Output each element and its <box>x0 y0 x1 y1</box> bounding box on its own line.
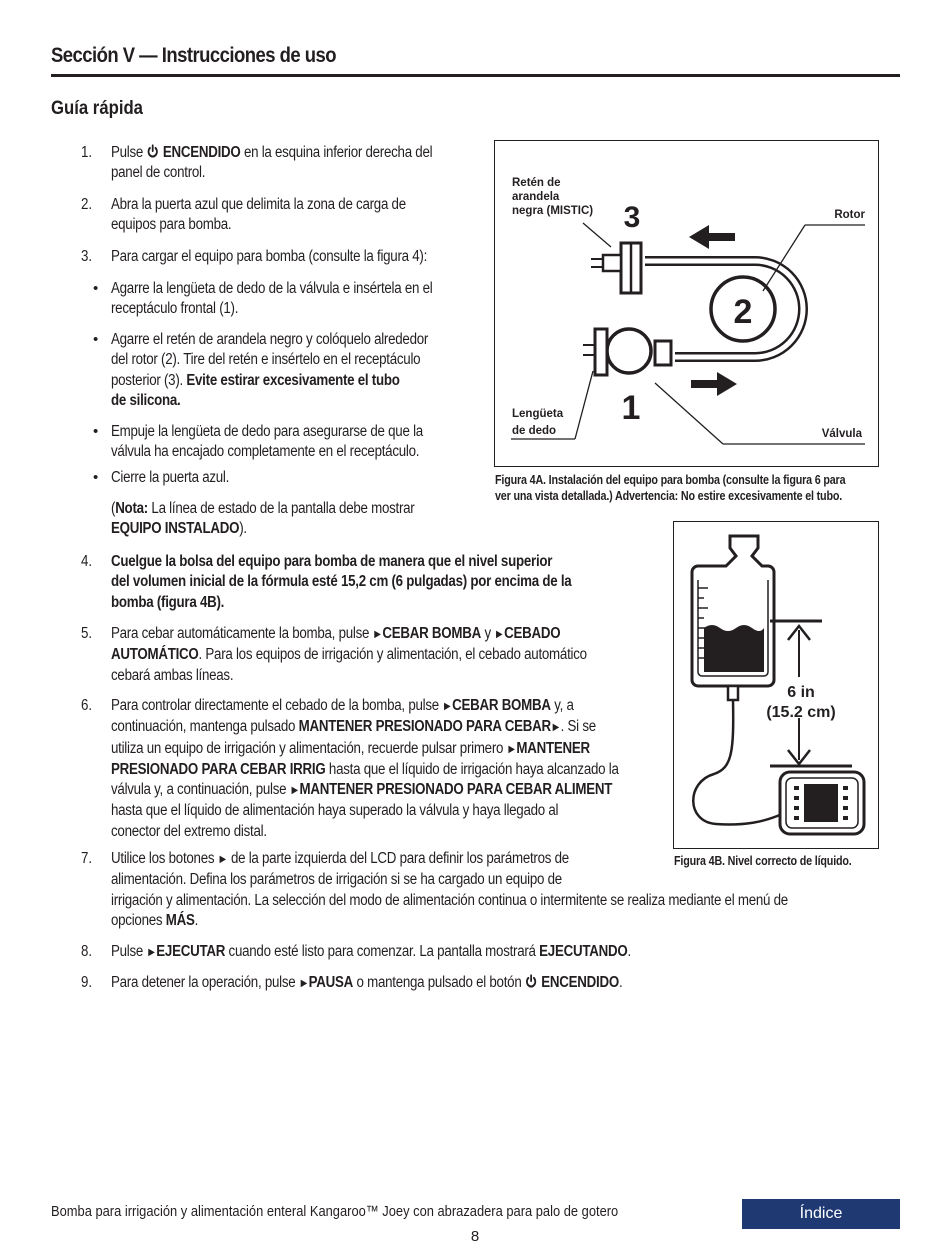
label-reten-3: negra (MISTIC) <box>512 205 594 217</box>
step-7-post: de la parte izquierda del LCD para definir los parámetros de <box>227 850 569 867</box>
step-6-post: y, a <box>550 697 574 714</box>
step-3-text <box>111 247 472 267</box>
step-8-pre: Pulse <box>111 943 147 960</box>
figure-4b <box>673 521 879 849</box>
step-7-number: 7. <box>81 850 93 867</box>
step-6-line6: hasta que el líquido de alimentación haya superado la válvula y haya llegado al <box>111 802 559 820</box>
step-5-cebado: CEBADO <box>504 625 561 642</box>
step-9-number: 9. <box>81 974 93 991</box>
arrow-right-icon: ▶ <box>374 629 381 640</box>
step-2-line2: equipos para bomba. <box>111 216 232 234</box>
step-4-text <box>111 552 661 613</box>
step-6-line3: utiliza un equipo de irrigación y alimentación, recuerde pulsar primero <box>111 739 507 757</box>
note-text <box>111 499 472 540</box>
note-label: Nota: <box>115 500 148 517</box>
step-5-automatico: AUTOMÁTICO <box>111 646 199 664</box>
bullet-3-text <box>111 422 472 463</box>
power-icon <box>147 144 160 159</box>
step-9-post: . <box>618 974 623 991</box>
step-6-pre: Para controlar directamente el cebado de la bomba, pulse <box>111 697 443 714</box>
label-reten-2: arandela <box>512 191 560 203</box>
step-5-mid: y <box>481 625 495 642</box>
step-1-bold: ENCENDIDO <box>162 144 241 161</box>
label-lengueta-2: de dedo <box>512 425 557 437</box>
figure-4a <box>494 140 879 467</box>
step-3-line1: Para cargar el equipo para bomba (consulte la figura 4): <box>111 248 428 265</box>
step-8-mid: cuando esté listo para comenzar. La pantalla mostrará <box>225 943 540 960</box>
step-6-text <box>111 696 661 842</box>
bullet-1-text <box>111 279 472 320</box>
step-1-pre: Pulse <box>111 144 147 161</box>
height-inches: 6 in <box>787 684 815 701</box>
step-2-number: 2. <box>81 196 93 213</box>
arrow-right-icon: ▶ <box>508 743 515 755</box>
page-subtitle: Guía rápida <box>51 98 143 119</box>
step-5-line3: cebará ambas líneas. <box>111 666 234 684</box>
section-title: Sección V — Instrucciones de uso <box>51 44 337 67</box>
step-3-number: 3. <box>81 248 93 265</box>
label-valvula: Válvula <box>821 428 862 440</box>
step-9-pre: Para detener la operación, pulse <box>111 974 299 991</box>
step-8-ejecutar: EJECUTAR <box>156 943 226 960</box>
bullet-3-line1: Empuje la lengüeta de dedo para asegurarse de que la <box>111 423 423 440</box>
step-9-text <box>111 973 799 994</box>
step-6-line4: hasta que el líquido de irrigación haya alcanzado la <box>325 760 619 778</box>
bullet-2-line3: posterior (3). <box>111 371 187 389</box>
step-6-line2-end: . Si se <box>560 718 596 736</box>
footer-product-name: Bomba para irrigación y alimentación enteral Kangaroo™ Joey con abrazadera para palo de gotero <box>51 1203 619 1220</box>
label-rotor: Rotor <box>834 209 865 221</box>
figure-4a-caption <box>495 472 873 504</box>
step-9-pausa: PAUSA <box>308 974 354 991</box>
bullet-2-text <box>111 330 472 411</box>
pump-set-diagram <box>495 141 878 466</box>
bullet-2-warning-end: de silicona. <box>111 391 181 409</box>
arrow-right-icon: ▶ <box>496 629 503 640</box>
step-9-mid: o mantenga pulsado el botón <box>353 974 525 991</box>
step-1-post: en la esquina inferior derecha del <box>240 144 433 161</box>
figure-4b-caption: Figura 4B. Nivel correcto de líquido. <box>674 854 852 868</box>
callout-1: 1 <box>621 389 641 427</box>
step-6-number: 6. <box>81 697 93 714</box>
step-7-pre: Utilice los botones <box>111 850 218 867</box>
step-7-line3: irrigación y alimentación. La selección del modo de alimentación continua o intermitente se realiza mediante el menú de <box>111 891 788 909</box>
note-close: ). <box>239 520 247 538</box>
step-4-number: 4. <box>81 553 93 570</box>
step-6-mantener: MANTENER PRESIONADO PARA CEBAR <box>298 718 551 736</box>
bullet-icon: • <box>93 469 99 486</box>
step-8-post: . <box>627 943 631 960</box>
power-icon <box>525 974 538 989</box>
callout-2: 2 <box>733 293 753 331</box>
step-1-text <box>111 143 472 184</box>
note-status: EQUIPO INSTALADO <box>111 520 240 538</box>
step-6-line5: válvula y, a continuación, pulse <box>111 781 290 799</box>
bullet-icon: • <box>93 280 99 297</box>
note-open: ( <box>111 500 116 517</box>
title-rule <box>51 74 900 77</box>
arrow-right-icon <box>691 372 737 396</box>
step-6-cebar-irrig: PRESIONADO PARA CEBAR IRRIG <box>111 760 326 778</box>
label-lengueta-1: Lengüeta <box>512 408 564 420</box>
step-6-cebar-bomba: CEBAR BOMBA <box>452 697 551 714</box>
bullet-2-line2: del rotor (2). Tire del retén e insértelo en el receptáculo <box>111 351 421 369</box>
step-1-number: 1. <box>81 144 93 161</box>
arrow-right-icon: ▶ <box>300 978 307 989</box>
fluid-level-diagram <box>674 522 878 848</box>
callout-3: 3 <box>623 201 641 234</box>
step-4-line2: del volumen inicial de la fórmula esté 15,2 cm (6 pulgadas) por encima de la <box>111 573 572 591</box>
arrow-right-icon: ▶ <box>291 785 298 797</box>
bullet-4-line1: Cierre la puerta azul. <box>111 469 230 486</box>
height-cm: (15.2 cm) <box>766 704 836 721</box>
step-5-cebar-bomba: CEBAR BOMBA <box>382 625 482 642</box>
step-8-text <box>111 942 799 963</box>
step-1-line2: panel de control. <box>111 164 206 182</box>
step-8-number: 8. <box>81 943 93 960</box>
step-8-ejecutando: EJECUTANDO <box>539 943 628 960</box>
step-9-encendido: ENCENDIDO <box>541 974 619 991</box>
bullet-3-line2: válvula ha encajado completamente en el receptáculo. <box>111 443 420 461</box>
bullet-icon: • <box>93 423 99 440</box>
bullet-4-text <box>111 468 472 488</box>
step-2-line1: Abra la puerta azul que delimita la zona de carga de <box>111 196 406 213</box>
bullet-1-line2: receptáculo frontal (1). <box>111 300 239 318</box>
arrow-right-icon: ▶ <box>219 854 226 865</box>
step-6-line2: continuación, mantenga pulsado <box>111 718 299 736</box>
bullet-2-line1: Agarre el retén de arandela negro y colóquelo alrededor <box>111 331 429 348</box>
arrow-right-icon: ▶ <box>148 947 155 958</box>
figure-4a-caption-line1: Figura 4A. Instalación del equipo para bomba (consulte la figura 6 para <box>495 473 846 487</box>
step-7-line4-end: . <box>194 911 199 929</box>
step-5-pre: Para cebar automáticamente la bomba, pulse <box>111 625 373 642</box>
arrow-left-icon <box>689 225 735 249</box>
step-6-mantener-irrig: MANTENER <box>516 739 590 757</box>
arrow-right-icon: ▶ <box>552 722 559 734</box>
step-5-line2: . Para los equipos de irrigación y alimentación, el cebado automático <box>198 646 587 664</box>
bullet-icon: • <box>93 331 99 348</box>
step-5-text <box>111 624 661 686</box>
step-6-cebar-aliment: MANTENER PRESIONADO PARA CEBAR ALIMENT <box>299 781 613 799</box>
figure-4a-caption-line2: ver una vista detallada.) Advertencia: No estire excesivamente el tubo. <box>495 489 843 503</box>
step-5-number: 5. <box>81 625 93 642</box>
step-4-line1: Cuelgue la bolsa del equipo para bomba de manera que el nivel superior <box>111 553 553 570</box>
note-body: La línea de estado de la pantalla debe mostrar <box>147 500 415 517</box>
bullet-2-warning: Evite estirar excesivamente el tubo <box>186 371 400 389</box>
index-button[interactable]: Índice <box>742 1199 900 1229</box>
step-4-line3: bomba (figura 4B). <box>111 593 225 611</box>
step-6-line7: conector del extremo distal. <box>111 822 267 840</box>
step-2-text <box>111 195 472 236</box>
step-7-line2: alimentación. Defina los parámetros de irrigación si se ha cargado un equipo de <box>111 871 562 889</box>
page-number: 8 <box>470 1228 480 1245</box>
step-7-line4: opciones <box>111 911 166 929</box>
step-7-mas: MÁS <box>165 911 195 929</box>
bullet-1-line1: Agarre la lengüeta de dedo de la válvula e insértela en el <box>111 280 433 297</box>
label-reten-1: Retén de <box>512 177 561 189</box>
arrow-right-icon: ▶ <box>444 701 451 712</box>
